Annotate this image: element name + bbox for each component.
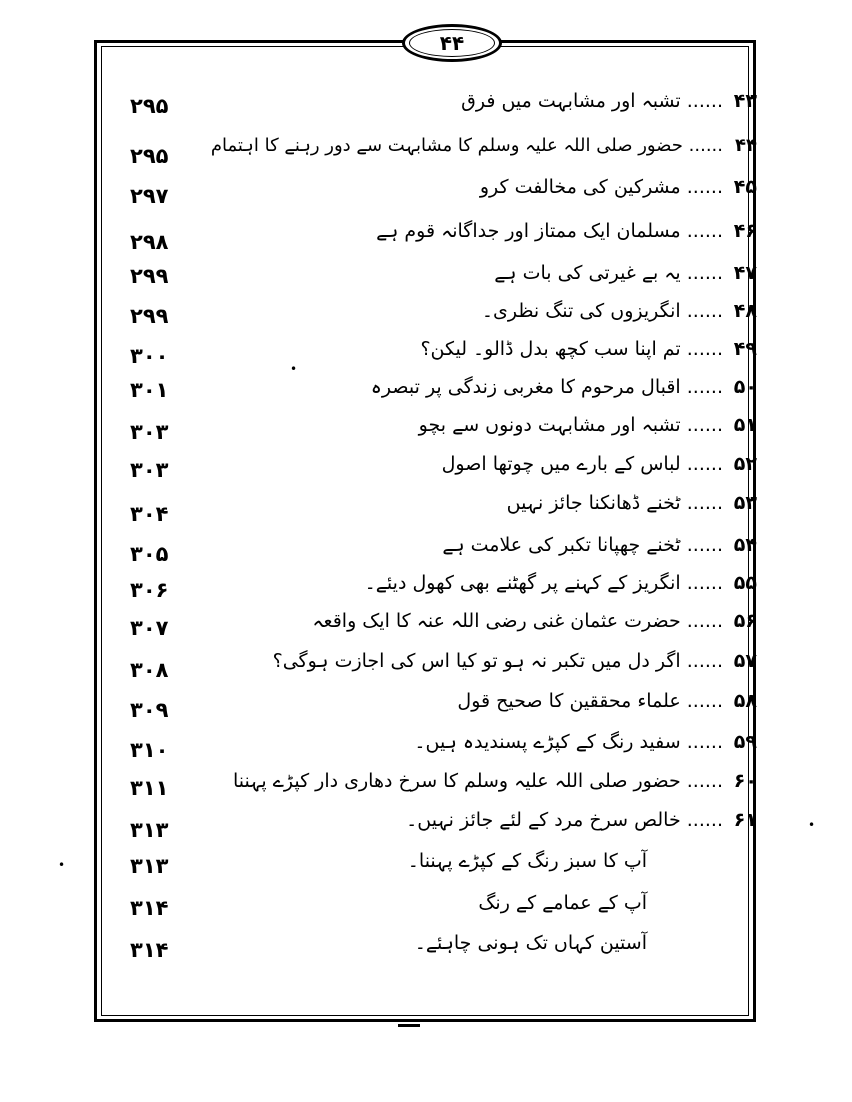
entry-page-number: ۳۰۰ [130,344,169,368]
entry-number: ۴۵ [733,176,757,198]
entry-number: ۵۵ [733,572,757,594]
page-number-badge [402,24,502,62]
entry-title: انگریز کے کہنے پر گھٹنے بھی کھول دیئے۔ [364,572,681,594]
leader-dots: ...... [686,376,723,398]
entry-title: یہ بے غیرتی کی بات ہے [494,262,681,284]
toc-entry [365,574,757,593]
entry-number: ۵۸ [733,690,757,712]
toc-entry [233,772,757,791]
stray-mark: • [290,362,298,376]
entry-page-number: ۳۱۰ [130,738,169,762]
entry-page-number: ۳۰۴ [130,502,169,526]
leader-dots: ...... [686,690,723,712]
entry-number: ۵۶ [733,610,757,632]
leader-dots: ...... [686,338,723,360]
entry-title: تشبہ اور مشابہت دونوں سے بچو [418,414,681,436]
toc-entry [461,92,757,111]
entry-title: آپ کے عمامے کے رنگ [478,892,647,914]
entry-title: حضور صلی اللہ علیہ وسلم کا مشابہت سے دور رہنے کا اہتمام [210,135,683,156]
entry-title: تم اپنا سب کچھ بدل ڈالو۔ لیکن؟ [420,338,681,360]
entry-title: ٹخنے ڈھانکنا جائز نہیں [506,492,681,514]
entry-page-number: ۳۰۵ [130,542,169,566]
entry-number: ۵۴ [733,534,757,556]
toc-entry [419,416,757,435]
entry-title: اگر دل میں تکبر نہ ہو تو کیا اس کی اجازت ہوگی؟ [272,650,681,672]
entry-number: ۵۱ [733,414,757,436]
entry-number: ۴۷ [733,262,757,284]
entry-number: ۶۱ [733,809,757,831]
entry-page-number: ۳۰۹ [130,698,169,722]
leader-dots: ...... [686,220,723,242]
page-number: ۴۴ [409,29,495,57]
leader-dots: ...... [686,300,723,322]
entry-page-number: ۲۹۵ [130,144,169,168]
entry-title: علماء محققین کا صحیح قول [457,690,681,712]
entry-page-number: ۳۰۷ [130,616,169,640]
entry-page-number: ۳۰۱ [130,378,169,402]
entry-page-number: ۳۱۳ [130,818,169,842]
entry-title: آستین کہاں تک ہونی چاہئے۔ [414,932,647,954]
leader-dots: ...... [686,492,723,514]
entry-title: تشبہ اور مشابہت میں فرق [461,90,681,112]
leader-dots: ...... [686,650,723,672]
entry-title: حضور صلی اللہ علیہ وسلم کا سرخ دھاری دار کپڑے پہننا [233,770,681,792]
toc-entry [371,378,757,397]
entry-number: ۴۸ [733,300,757,322]
entry-title: انگریزوں کی تنگ نظری۔ [481,300,681,322]
entry-number: ۵۳ [733,492,757,514]
entry-page-number: ۳۰۳ [130,458,169,482]
entry-page-number: ۳۱۱ [130,776,169,800]
entry-title: لباس کے بارے میں چوتھا اصول [441,453,681,475]
leader-dots: ...... [686,414,723,436]
toc-entry [442,455,757,474]
entry-title: خالص سرخ مرد کے لئے جائز نہیں۔ [406,809,681,831]
toc-entry [312,612,757,631]
leader-dots: ...... [686,90,723,112]
entry-page-number: ۲۹۹ [130,264,169,288]
toc-entry [442,536,757,555]
toc-entry [211,137,757,155]
stray-mark: • [58,858,66,872]
toc-entry [406,811,757,830]
leader-dots: ...... [686,453,723,475]
toc-entry [482,302,757,321]
leader-dots: ...... [686,572,723,594]
entry-page-number: ۳۰۸ [130,658,169,682]
toc-entry [507,494,757,513]
entry-page-number: ۳۰۶ [130,578,169,602]
toc-entry [414,733,757,752]
entry-page-number: ۲۹۸ [130,230,169,254]
leader-dots: ...... [686,731,723,753]
entry-number: ۴۹ [733,338,757,360]
entry-number: ۵۲ [733,453,757,475]
toc-entry [273,652,757,671]
entry-title: سفید رنگ کے کپڑے پسندیدہ ہیں۔ [414,731,681,753]
bottom-mark [398,1024,420,1027]
entry-title: مشرکین کی مخالفت کرو [479,176,681,198]
leader-dots: ...... [686,809,723,831]
toc-entry [480,178,757,197]
leader-dots: ...... [686,770,723,792]
entry-title: حضرت عثمان غنی رضی اللہ عنہ کا ایک واقعہ [312,610,681,632]
leader-dots: ...... [686,176,723,198]
leader-dots: ...... [686,610,723,632]
entry-page-number: ۳۱۴ [130,896,169,920]
entry-page-number: ۲۹۷ [130,184,169,208]
leader-dots: ...... [686,262,723,284]
entry-title: ٹخنے چھپانا تکبر کی علامت ہے [442,534,681,556]
entry-title: اقبال مرحوم کا مغربی زندگی پر تبصرہ [370,376,681,398]
entry-page-number: ۳۰۳ [130,420,169,444]
entry-number: ۵۰ [733,376,757,398]
entry-number: ۵۷ [733,650,757,672]
toc-entry [478,894,757,913]
toc-entry [457,692,757,711]
entry-title: مسلمان ایک ممتاز اور جداگانہ قوم ہے [376,220,681,242]
leader-dots: ...... [686,534,723,556]
toc-entry [376,222,757,241]
entry-title: آپ کا سبز رنگ کے کپڑے پہننا۔ [407,850,647,872]
entry-number: ۶۰ [733,770,757,792]
entry-number: ۵۹ [733,731,757,753]
toc-entry [408,852,757,871]
toc-entry [494,264,757,283]
entry-page-number: ۳۱۴ [130,938,169,962]
entry-number: ۴۳ [733,90,757,112]
entry-page-number: ۲۹۹ [130,304,169,328]
entry-number: ۴۴ [735,135,757,156]
entry-number: ۴۶ [733,220,757,242]
entry-page-number: ۳۱۳ [130,854,169,878]
toc-entry [415,934,757,953]
stray-mark: • [808,818,816,832]
leader-dots: ...... [688,135,723,156]
entry-page-number: ۲۹۵ [130,94,169,118]
toc-entry [420,340,757,359]
